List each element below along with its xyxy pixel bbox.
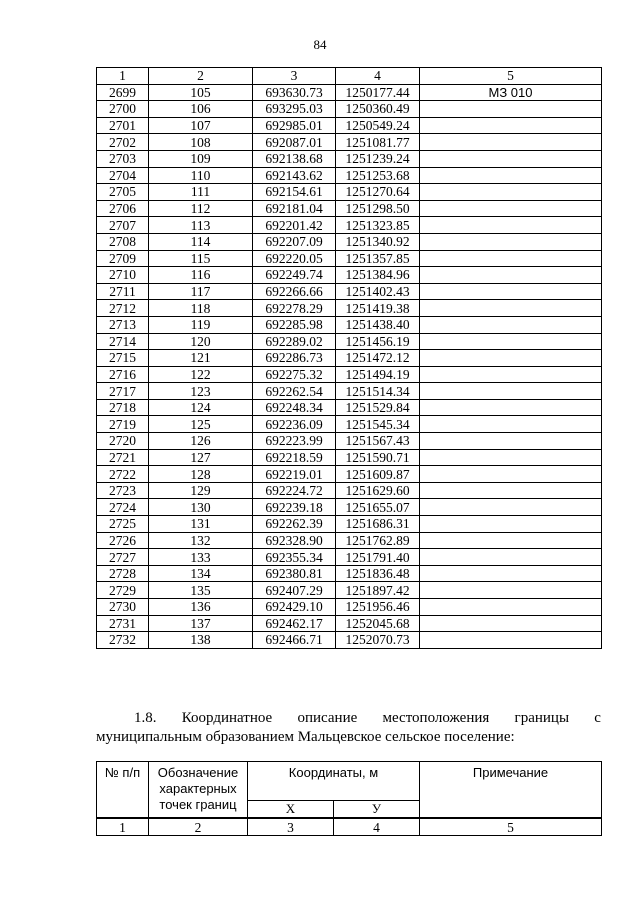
- note-cell: [420, 200, 602, 217]
- table-row: [97, 582, 602, 599]
- point-number-cell: 2729: [97, 582, 149, 599]
- point-number-cell: 2702: [97, 134, 149, 151]
- note-cell: [420, 233, 602, 250]
- section-word: местоположения: [382, 710, 490, 726]
- point-number-cell: 2704: [97, 167, 149, 184]
- coordinate-x-cell: 692266.66: [253, 283, 336, 300]
- coordinate-x-cell: 692407.29: [253, 582, 336, 599]
- point-number-cell: 2705: [97, 184, 149, 201]
- point-number-cell: 2699: [97, 84, 149, 101]
- table-row: [97, 117, 602, 134]
- designation-cell: 117: [149, 283, 253, 300]
- section-heading: [96, 709, 601, 747]
- note-cell: [420, 316, 602, 333]
- designation-cell: 135: [149, 582, 253, 599]
- table-row: [97, 316, 602, 333]
- designation-cell: 115: [149, 250, 253, 267]
- coordinate-y-cell: 1251438.40: [336, 316, 420, 333]
- coordinate-y-cell: 1251762.89: [336, 532, 420, 549]
- coordinate-y-cell: 1251529.84: [336, 399, 420, 416]
- section-heading-line-1: [96, 709, 601, 728]
- point-number-cell: 2727: [97, 549, 149, 566]
- note-cell: МЗ 010: [420, 84, 602, 101]
- designation-cell: 107: [149, 117, 253, 134]
- table-row: [97, 516, 602, 533]
- coordinate-y-cell: 1251239.24: [336, 150, 420, 167]
- point-number-cell: 2720: [97, 433, 149, 450]
- coordinate-y-cell: 1251270.64: [336, 184, 420, 201]
- header-y: У: [334, 801, 420, 818]
- designation-cell: 130: [149, 499, 253, 516]
- coordinate-x-cell: 692429.10: [253, 599, 336, 616]
- column-number-5: 5: [420, 819, 602, 836]
- column-number-5: 5: [420, 68, 602, 85]
- table-row: [97, 615, 602, 632]
- coordinate-y-cell: 1251545.34: [336, 416, 420, 433]
- designation-cell: 134: [149, 565, 253, 582]
- coordinate-y-cell: 1251494.19: [336, 366, 420, 383]
- note-cell: [420, 383, 602, 400]
- note-cell: [420, 134, 602, 151]
- note-cell: [420, 482, 602, 499]
- table-row: [97, 532, 602, 549]
- header-x: X: [248, 801, 334, 818]
- coordinate-y-cell: 1251609.87: [336, 466, 420, 483]
- point-number-cell: 2722: [97, 466, 149, 483]
- point-number-cell: 2708: [97, 233, 149, 250]
- point-number-cell: 2701: [97, 117, 149, 134]
- coordinate-x-cell: 692201.42: [253, 217, 336, 234]
- point-number-cell: 2700: [97, 101, 149, 118]
- table-row: [97, 366, 602, 383]
- boundary-table-header: [96, 761, 602, 818]
- note-cell: [420, 150, 602, 167]
- table-row: [97, 350, 602, 367]
- designation-cell: 108: [149, 134, 253, 151]
- point-number-cell: 2714: [97, 333, 149, 350]
- table-row: [97, 565, 602, 582]
- designation-cell: 116: [149, 267, 253, 284]
- designation-cell: 129: [149, 482, 253, 499]
- column-number-3: 3: [248, 819, 334, 836]
- note-cell: [420, 615, 602, 632]
- note-cell: [420, 416, 602, 433]
- designation-cell: 138: [149, 632, 253, 649]
- coordinate-x-cell: 692207.09: [253, 233, 336, 250]
- note-cell: [420, 333, 602, 350]
- coordinate-y-cell: 1251567.43: [336, 433, 420, 450]
- table-row: [97, 267, 602, 284]
- coordinate-y-cell: 1251472.12: [336, 350, 420, 367]
- coordinate-x-cell: 692285.98: [253, 316, 336, 333]
- note-cell: [420, 532, 602, 549]
- point-number-cell: 2716: [97, 366, 149, 383]
- table-row: [97, 549, 602, 566]
- table-row: [97, 84, 602, 101]
- table-row: [97, 200, 602, 217]
- coordinate-x-cell: 692154.61: [253, 184, 336, 201]
- designation-cell: 105: [149, 84, 253, 101]
- coordinate-y-cell: 1251590.71: [336, 449, 420, 466]
- note-cell: [420, 449, 602, 466]
- designation-cell: 109: [149, 150, 253, 167]
- coordinate-x-cell: 692181.04: [253, 200, 336, 217]
- coordinate-x-cell: 692218.59: [253, 449, 336, 466]
- designation-cell: 106: [149, 101, 253, 118]
- table-row: [97, 383, 602, 400]
- point-number-cell: 2712: [97, 300, 149, 317]
- coordinate-x-cell: 692328.90: [253, 532, 336, 549]
- header-number: № п/п: [97, 762, 149, 818]
- coordinate-x-cell: 692466.71: [253, 632, 336, 649]
- coordinate-x-cell: 692355.34: [253, 549, 336, 566]
- table-row: [97, 482, 602, 499]
- coordinate-x-cell: 692248.34: [253, 399, 336, 416]
- coordinate-y-cell: 1252045.68: [336, 615, 420, 632]
- point-number-cell: 2718: [97, 399, 149, 416]
- column-number-3: 3: [253, 68, 336, 85]
- coordinate-y-cell: 1251402.43: [336, 283, 420, 300]
- table-row: [97, 250, 602, 267]
- coordinate-y-cell: 1251686.31: [336, 516, 420, 533]
- coordinate-y-cell: 1252070.73: [336, 632, 420, 649]
- table-row: [97, 819, 602, 836]
- table-row: [97, 283, 602, 300]
- coordinate-y-cell: 1251791.40: [336, 549, 420, 566]
- note-cell: [420, 582, 602, 599]
- table-row: [97, 217, 602, 234]
- column-number-1: 1: [97, 68, 149, 85]
- table-row: [97, 333, 602, 350]
- coordinate-x-cell: 692462.17: [253, 615, 336, 632]
- coordinate-x-cell: 692224.72: [253, 482, 336, 499]
- designation-cell: 137: [149, 615, 253, 632]
- coordinate-x-cell: 692138.68: [253, 150, 336, 167]
- coordinate-y-cell: 1250549.24: [336, 117, 420, 134]
- designation-cell: 113: [149, 217, 253, 234]
- column-number-2: 2: [149, 819, 248, 836]
- designation-cell: 112: [149, 200, 253, 217]
- coordinate-y-cell: 1251836.48: [336, 565, 420, 582]
- designation-cell: 136: [149, 599, 253, 616]
- coordinate-y-cell: 1250177.44: [336, 84, 420, 101]
- note-cell: [420, 101, 602, 118]
- coordinate-x-cell: 692380.81: [253, 565, 336, 582]
- coordinate-x-cell: 693295.03: [253, 101, 336, 118]
- point-number-cell: 2730: [97, 599, 149, 616]
- point-number-cell: 2713: [97, 316, 149, 333]
- point-number-cell: 2707: [97, 217, 149, 234]
- coordinate-x-cell: 692275.32: [253, 366, 336, 383]
- table-row: [97, 399, 602, 416]
- point-number-cell: 2725: [97, 516, 149, 533]
- coordinate-x-cell: 692220.05: [253, 250, 336, 267]
- coordinate-y-cell: 1251298.50: [336, 200, 420, 217]
- coordinates-table: [96, 67, 602, 649]
- note-cell: [420, 117, 602, 134]
- designation-cell: 111: [149, 184, 253, 201]
- table-row: [97, 416, 602, 433]
- designation-cell: 131: [149, 516, 253, 533]
- coordinate-x-cell: 692143.62: [253, 167, 336, 184]
- coordinate-y-cell: 1251081.77: [336, 134, 420, 151]
- coordinate-y-cell: 1251655.07: [336, 499, 420, 516]
- table-row: [97, 150, 602, 167]
- coordinate-y-cell: 1251419.38: [336, 300, 420, 317]
- note-cell: [420, 599, 602, 616]
- note-cell: [420, 565, 602, 582]
- table-row: [97, 449, 602, 466]
- section-word: с: [594, 710, 601, 726]
- designation-cell: 126: [149, 433, 253, 450]
- header-note: Примечание: [420, 762, 602, 818]
- column-number-4: 4: [334, 819, 420, 836]
- note-cell: [420, 283, 602, 300]
- boundary-table-numbers: [96, 818, 602, 836]
- coordinate-y-cell: 1251629.60: [336, 482, 420, 499]
- note-cell: [420, 350, 602, 367]
- table-header-row: [97, 68, 602, 85]
- point-number-cell: 2724: [97, 499, 149, 516]
- coordinate-x-cell: 692289.02: [253, 333, 336, 350]
- note-cell: [420, 300, 602, 317]
- coordinate-x-cell: 692249.74: [253, 267, 336, 284]
- header-designation: Обозначение характерных точек границ: [149, 762, 248, 818]
- coordinate-y-cell: 1251956.46: [336, 599, 420, 616]
- table-row: [97, 167, 602, 184]
- point-number-cell: 2711: [97, 283, 149, 300]
- table-row: [97, 184, 602, 201]
- point-number-cell: 2710: [97, 267, 149, 284]
- note-cell: [420, 632, 602, 649]
- point-number-cell: 2731: [97, 615, 149, 632]
- coordinate-y-cell: 1251253.68: [336, 167, 420, 184]
- designation-cell: 110: [149, 167, 253, 184]
- note-cell: [420, 399, 602, 416]
- coordinate-x-cell: 692262.54: [253, 383, 336, 400]
- note-cell: [420, 466, 602, 483]
- designation-cell: 133: [149, 549, 253, 566]
- designation-cell: 132: [149, 532, 253, 549]
- coordinate-x-cell: 692087.01: [253, 134, 336, 151]
- coordinate-y-cell: 1251357.85: [336, 250, 420, 267]
- point-number-cell: 2719: [97, 416, 149, 433]
- designation-cell: 128: [149, 466, 253, 483]
- coordinate-y-cell: 1251897.42: [336, 582, 420, 599]
- section-heading-line-2: муниципальным образованием Мальцевское сельское поселение:: [96, 729, 515, 745]
- note-cell: [420, 167, 602, 184]
- column-number-4: 4: [336, 68, 420, 85]
- designation-cell: 114: [149, 233, 253, 250]
- note-cell: [420, 217, 602, 234]
- designation-cell: 127: [149, 449, 253, 466]
- coordinate-x-cell: 692236.09: [253, 416, 336, 433]
- column-number-2: 2: [149, 68, 253, 85]
- point-number-cell: 2732: [97, 632, 149, 649]
- designation-cell: 121: [149, 350, 253, 367]
- coordinate-x-cell: 692262.39: [253, 516, 336, 533]
- section-word: Координатное: [181, 710, 273, 726]
- table-row: [97, 134, 602, 151]
- section-word: 1.8.: [134, 710, 157, 726]
- point-number-cell: 2703: [97, 150, 149, 167]
- coordinate-x-cell: 693630.73: [253, 84, 336, 101]
- coordinate-x-cell: 692286.73: [253, 350, 336, 367]
- coordinate-y-cell: 1251340.92: [336, 233, 420, 250]
- note-cell: [420, 549, 602, 566]
- note-cell: [420, 184, 602, 201]
- coordinate-y-cell: 1250360.49: [336, 101, 420, 118]
- column-number-1: 1: [97, 819, 149, 836]
- point-number-cell: 2717: [97, 383, 149, 400]
- point-number-cell: 2726: [97, 532, 149, 549]
- coordinate-x-cell: 692985.01: [253, 117, 336, 134]
- coordinate-x-cell: 692219.01: [253, 466, 336, 483]
- page-number: 84: [313, 37, 327, 52]
- table-row: [97, 233, 602, 250]
- designation-cell: 119: [149, 316, 253, 333]
- point-number-cell: 2706: [97, 200, 149, 217]
- note-cell: [420, 366, 602, 383]
- note-cell: [420, 433, 602, 450]
- coordinate-x-cell: 692223.99: [253, 433, 336, 450]
- point-number-cell: 2728: [97, 565, 149, 582]
- note-cell: [420, 516, 602, 533]
- point-number-cell: 2721: [97, 449, 149, 466]
- designation-cell: 122: [149, 366, 253, 383]
- section-word: описание: [297, 710, 358, 726]
- table-row: [97, 499, 602, 516]
- table-row: [97, 632, 602, 649]
- coordinate-y-cell: 1251384.96: [336, 267, 420, 284]
- designation-cell: 120: [149, 333, 253, 350]
- coordinate-x-cell: 692239.18: [253, 499, 336, 516]
- coordinate-y-cell: 1251514.34: [336, 383, 420, 400]
- table-row: [97, 300, 602, 317]
- designation-cell: 123: [149, 383, 253, 400]
- point-number-cell: 2723: [97, 482, 149, 499]
- table-row: [97, 599, 602, 616]
- point-number-cell: 2715: [97, 350, 149, 367]
- table-row: [97, 433, 602, 450]
- header-coordinates: Координаты, м: [248, 762, 420, 801]
- designation-cell: 124: [149, 399, 253, 416]
- note-cell: [420, 267, 602, 284]
- note-cell: [420, 250, 602, 267]
- designation-cell: 118: [149, 300, 253, 317]
- designation-cell: 125: [149, 416, 253, 433]
- table-row: [97, 101, 602, 118]
- coordinate-y-cell: 1251323.85: [336, 217, 420, 234]
- note-cell: [420, 499, 602, 516]
- coordinate-x-cell: 692278.29: [253, 300, 336, 317]
- table-row: [97, 466, 602, 483]
- coordinate-y-cell: 1251456.19: [336, 333, 420, 350]
- section-word: границы: [514, 710, 570, 726]
- point-number-cell: 2709: [97, 250, 149, 267]
